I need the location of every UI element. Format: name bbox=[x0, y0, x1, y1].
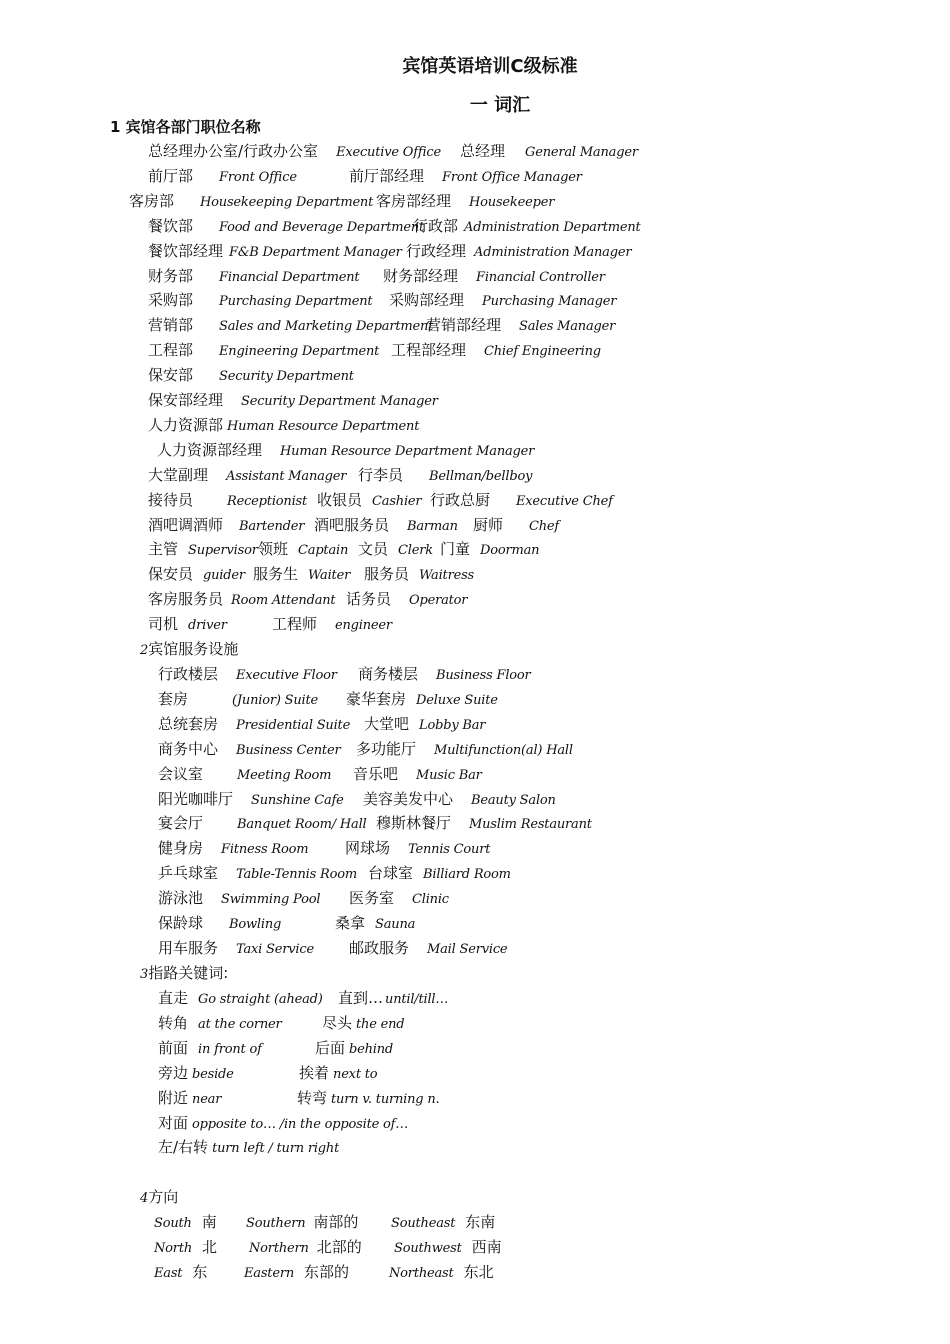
chinese-term: 接待员 bbox=[148, 490, 194, 509]
facility-term bbox=[335, 912, 415, 936]
position-term bbox=[148, 414, 419, 438]
chinese-term: 收银员 bbox=[317, 490, 363, 509]
direction-term bbox=[394, 1236, 502, 1260]
position-term bbox=[253, 563, 350, 587]
chinese-term: 财务部经理 bbox=[383, 266, 459, 285]
english-term: Tennis Court bbox=[408, 842, 491, 858]
facility-term bbox=[345, 837, 490, 861]
chinese-term: 财务部 bbox=[148, 266, 194, 285]
english-term: Purchasing Department bbox=[219, 294, 373, 310]
english-term: Captain bbox=[298, 543, 349, 559]
chinese-term: 北部的 bbox=[316, 1237, 362, 1256]
direction-keyword-term bbox=[158, 987, 323, 1011]
chinese-term: 行政楼层 bbox=[158, 665, 219, 683]
position-term bbox=[148, 514, 304, 538]
direction-keyword-term bbox=[158, 1037, 262, 1061]
chinese-term: 大堂副理 bbox=[148, 465, 209, 484]
english-term: Room Attendant bbox=[231, 593, 336, 609]
chinese-term: 对面 bbox=[158, 1113, 189, 1132]
facility-term bbox=[364, 713, 485, 737]
chinese-term: 人力资源部经理 bbox=[157, 440, 263, 459]
english-term: Swimming Pool bbox=[221, 892, 321, 908]
chinese-term: 用车服务 bbox=[158, 938, 219, 957]
english-term: Northeast bbox=[389, 1265, 454, 1281]
chinese-term: 会议室 bbox=[158, 764, 204, 783]
facility-term bbox=[158, 837, 308, 861]
chinese-term: 采购部经理 bbox=[389, 291, 465, 310]
direction-keyword-term bbox=[338, 987, 448, 1011]
english-term: Fitness Room bbox=[221, 842, 309, 858]
position-term bbox=[473, 514, 559, 538]
chinese-term: 客房服务员 bbox=[148, 590, 224, 609]
facility-term bbox=[368, 862, 511, 886]
english-term: the end bbox=[356, 1016, 405, 1032]
english-term: engineer bbox=[335, 618, 392, 634]
chinese-term: 总统套房 bbox=[158, 714, 219, 733]
chinese-term: 多功能厅 bbox=[356, 739, 417, 758]
position-term bbox=[148, 563, 245, 587]
english-term: Muslim Restaurant bbox=[469, 817, 592, 833]
position-term bbox=[148, 265, 359, 289]
chinese-term: 豪华套房 bbox=[346, 689, 407, 708]
english-term: Operator bbox=[409, 593, 468, 609]
english-term: Front Office bbox=[219, 169, 297, 185]
chinese-term: 大堂吧 bbox=[364, 714, 410, 733]
english-term: Engineering Department bbox=[219, 344, 380, 360]
chinese-term: 文员 bbox=[358, 540, 389, 559]
facility-term bbox=[158, 788, 344, 812]
position-term bbox=[391, 339, 601, 363]
chinese-term: 穆斯林餐厅 bbox=[376, 814, 452, 833]
chinese-term: 美容美发中心 bbox=[363, 789, 454, 808]
english-term: Executive Office bbox=[336, 145, 441, 160]
direction-keyword-term bbox=[158, 1012, 282, 1036]
english-term: Executive Floor bbox=[236, 668, 337, 683]
chinese-term: 台球室 bbox=[368, 864, 414, 883]
position-term bbox=[148, 140, 441, 164]
chinese-term: 司机 bbox=[148, 615, 179, 634]
english-term: Northern bbox=[249, 1240, 309, 1256]
english-term: Waitress bbox=[419, 568, 475, 584]
english-term: Beauty Salon bbox=[471, 792, 556, 808]
chinese-term: 餐饮部 bbox=[148, 216, 194, 235]
english-term: Supervisor bbox=[188, 543, 258, 559]
position-term bbox=[426, 314, 615, 338]
chinese-term: 行政经理 bbox=[406, 241, 467, 260]
chinese-term: 健身房 bbox=[158, 839, 204, 858]
english-term: Sales Manager bbox=[519, 319, 616, 335]
direction-term bbox=[389, 1261, 494, 1285]
chinese-term: 北 bbox=[202, 1237, 218, 1256]
english-term: opposite to… /in the opposite of… bbox=[192, 1116, 409, 1132]
english-term: Go straight (ahead) bbox=[198, 992, 323, 1007]
direction-keyword-term bbox=[158, 1136, 339, 1160]
position-term bbox=[406, 240, 631, 264]
facility-term bbox=[353, 763, 482, 787]
chinese-term: 保安部经理 bbox=[148, 391, 224, 409]
english-term: Southeast bbox=[391, 1216, 456, 1231]
english-term: behind bbox=[349, 1041, 394, 1057]
position-term bbox=[258, 538, 348, 562]
english-term: next to bbox=[333, 1066, 378, 1082]
position-term bbox=[460, 140, 638, 164]
chinese-term: 阳光咖啡厅 bbox=[158, 789, 234, 808]
english-term: Sunshine Cafe bbox=[251, 792, 344, 808]
chinese-term: 宴会厅 bbox=[158, 814, 204, 833]
chinese-term: 行李员 bbox=[358, 465, 404, 484]
english-term: Waiter bbox=[308, 568, 351, 584]
chinese-term: 东北 bbox=[463, 1262, 494, 1281]
chinese-term: 客房部经理 bbox=[376, 191, 452, 210]
english-term: Chief Engineering bbox=[484, 344, 601, 360]
position-term bbox=[376, 190, 554, 214]
english-term: Presidential Suite bbox=[236, 717, 351, 733]
direction-term bbox=[154, 1261, 207, 1285]
english-term: North bbox=[154, 1240, 193, 1256]
position-term bbox=[413, 215, 641, 239]
english-term: Human Resource Department bbox=[227, 418, 420, 434]
position-term bbox=[148, 339, 379, 363]
english-term: Purchasing Manager bbox=[482, 294, 617, 310]
english-term: Business Floor bbox=[436, 668, 531, 683]
chinese-term: 直到… bbox=[338, 989, 384, 1007]
chinese-term: 南 bbox=[201, 1213, 217, 1231]
direction-term bbox=[154, 1211, 217, 1235]
english-term: Human Resource Department Manager bbox=[280, 443, 535, 459]
chinese-term: 话务员 bbox=[346, 590, 392, 609]
direction-keyword-term bbox=[299, 1062, 377, 1086]
position-term bbox=[358, 464, 532, 488]
chinese-term: 餐饮部经理 bbox=[148, 241, 224, 260]
chinese-term: 商务中心 bbox=[158, 739, 219, 758]
direction-keyword-term bbox=[315, 1037, 393, 1061]
facility-term bbox=[349, 887, 449, 911]
position-term bbox=[148, 364, 354, 388]
chinese-term: 营销部经理 bbox=[426, 316, 502, 335]
facility-term bbox=[158, 887, 320, 911]
facility-term bbox=[358, 663, 531, 687]
chinese-term: 东 bbox=[192, 1262, 208, 1281]
facility-term bbox=[158, 862, 357, 886]
chinese-term: 行政部 bbox=[413, 216, 459, 235]
english-term: Barman bbox=[407, 518, 458, 534]
position-term bbox=[148, 389, 438, 413]
english-term: Cashier bbox=[372, 493, 422, 509]
chinese-term: 厨师 bbox=[473, 515, 504, 534]
english-term: Assistant Manager bbox=[226, 468, 347, 484]
english-term: Front Office Manager bbox=[442, 169, 582, 185]
chinese-term: 客房部 bbox=[129, 191, 175, 210]
chinese-term: 门童 bbox=[440, 540, 471, 559]
english-term: in front of bbox=[198, 1041, 262, 1057]
chinese-term: 游泳池 bbox=[158, 889, 204, 908]
chinese-term: 服务员 bbox=[364, 565, 410, 584]
chinese-term: 前厅部经理 bbox=[349, 166, 425, 185]
english-term: Financial Department bbox=[219, 269, 360, 285]
english-term: Chef bbox=[529, 518, 560, 534]
chinese-term: 工程师 bbox=[272, 615, 318, 634]
facility-term bbox=[158, 738, 340, 762]
chinese-term: 转角 bbox=[158, 1013, 189, 1032]
chinese-term: 保龄球 bbox=[158, 914, 204, 932]
english-term: Southwest bbox=[394, 1240, 462, 1256]
direction-keyword-term bbox=[158, 1062, 234, 1086]
chinese-term: 东部的 bbox=[304, 1262, 350, 1281]
chinese-term: 采购部 bbox=[148, 291, 194, 310]
facility-term bbox=[349, 937, 507, 961]
english-term: beside bbox=[192, 1066, 234, 1082]
facility-term bbox=[363, 788, 556, 812]
position-term bbox=[148, 314, 433, 338]
chinese-term: 桑拿 bbox=[335, 914, 366, 932]
position-term bbox=[349, 165, 582, 189]
english-term: Eastern bbox=[244, 1265, 295, 1281]
chinese-term: 尽头 bbox=[322, 1013, 353, 1032]
chinese-term: 网球场 bbox=[345, 839, 391, 858]
english-term: Financial Controller bbox=[476, 269, 605, 285]
english-term: Taxi Service bbox=[236, 941, 314, 957]
chinese-term: 前厅部 bbox=[148, 166, 194, 185]
chinese-term: 附近 bbox=[158, 1088, 189, 1107]
direction-term bbox=[249, 1236, 362, 1260]
position-term bbox=[148, 588, 335, 612]
english-term: Clerk bbox=[398, 543, 433, 559]
english-term: Table-Tennis Room bbox=[236, 867, 357, 883]
english-term: Bowling bbox=[229, 917, 282, 932]
english-term: Bartender bbox=[239, 518, 305, 534]
section-title: 一 词汇 bbox=[469, 95, 531, 116]
english-term: Sauna bbox=[375, 917, 416, 932]
chinese-term: 医务室 bbox=[349, 889, 395, 908]
chinese-term: 服务生 bbox=[253, 565, 299, 584]
position-term bbox=[272, 613, 392, 637]
position-term bbox=[148, 613, 227, 637]
english-term: East bbox=[154, 1265, 183, 1281]
chinese-term: 工程部 bbox=[148, 341, 194, 360]
english-term: turn v. turning n. bbox=[331, 1091, 440, 1107]
english-term: South bbox=[154, 1216, 192, 1231]
chinese-term: 转弯 bbox=[297, 1088, 328, 1107]
english-term: Housekeeper bbox=[469, 194, 555, 210]
english-term: Bellman/bellboy bbox=[429, 468, 533, 484]
english-term: Doorman bbox=[480, 543, 540, 559]
english-term: Food and Beverage Department bbox=[219, 219, 425, 235]
position-term bbox=[430, 489, 613, 513]
position-term bbox=[358, 538, 433, 562]
english-term: Southern bbox=[246, 1216, 306, 1231]
chinese-term: 南部的 bbox=[313, 1213, 359, 1231]
position-term bbox=[364, 563, 474, 587]
english-term: Executive Chef bbox=[516, 493, 613, 509]
chinese-term: 前面 bbox=[158, 1038, 189, 1057]
chinese-term: 酒吧服务员 bbox=[314, 515, 390, 534]
english-term: Banquet Room/ Hall bbox=[237, 817, 367, 833]
position-term bbox=[317, 489, 421, 513]
chinese-term: 行政总厨 bbox=[430, 490, 491, 509]
chinese-term: 主管 bbox=[148, 540, 179, 559]
position-term bbox=[148, 289, 372, 313]
section-2-heading: 2宾馆服务设施 bbox=[140, 640, 239, 658]
english-term: guider bbox=[203, 568, 245, 584]
facility-term bbox=[376, 812, 592, 836]
chinese-term: 直走 bbox=[158, 989, 189, 1007]
direction-term bbox=[246, 1211, 358, 1235]
position-term bbox=[148, 489, 307, 513]
facility-term bbox=[346, 688, 498, 712]
english-term: until/till… bbox=[385, 992, 449, 1007]
position-term bbox=[346, 588, 467, 612]
chinese-term: 西南 bbox=[471, 1237, 502, 1256]
english-term: Receptionist bbox=[227, 493, 308, 509]
chinese-term: 酒吧调酒师 bbox=[148, 515, 224, 534]
chinese-term: 总经理办公室/行政办公室 bbox=[148, 142, 319, 160]
facility-term bbox=[158, 937, 314, 961]
english-term: Administration Manager bbox=[474, 244, 632, 260]
english-term: (Junior) Suite bbox=[232, 692, 319, 708]
chinese-term: 后面 bbox=[315, 1038, 346, 1057]
position-term bbox=[157, 439, 534, 463]
chinese-term: 工程部经理 bbox=[391, 341, 467, 360]
chinese-term: 乒乓球室 bbox=[158, 864, 219, 883]
direction-keyword-term bbox=[297, 1087, 439, 1111]
chinese-term: 领班 bbox=[258, 540, 289, 559]
english-term: Sales and Marketing Department bbox=[219, 319, 434, 335]
english-term: at the corner bbox=[198, 1016, 282, 1032]
page-title: 宾馆英语培训C级标准 bbox=[402, 56, 578, 77]
english-term: Billiard Room bbox=[423, 867, 511, 883]
direction-term bbox=[244, 1261, 349, 1285]
facility-term bbox=[158, 713, 350, 737]
direction-term bbox=[154, 1236, 217, 1260]
chinese-term: 挨着 bbox=[299, 1063, 330, 1082]
english-term: Lobby Bar bbox=[419, 717, 486, 733]
facility-term bbox=[158, 912, 281, 936]
chinese-term: 套房 bbox=[158, 689, 189, 708]
english-term: F&B Department Manager bbox=[229, 244, 402, 260]
english-term: turn left / turn right bbox=[212, 1141, 340, 1157]
section-3-heading: 3指路关键词: bbox=[140, 964, 229, 982]
english-term: Music Bar bbox=[416, 767, 482, 783]
facility-term bbox=[158, 763, 331, 787]
english-term: Administration Department bbox=[464, 219, 641, 235]
position-term bbox=[383, 265, 605, 289]
english-term: Business Center bbox=[236, 742, 341, 758]
chinese-term: 总经理 bbox=[460, 142, 506, 160]
position-term bbox=[148, 165, 297, 189]
chinese-term: 营销部 bbox=[148, 316, 194, 335]
english-term: Multifunction(al) Hall bbox=[434, 742, 573, 758]
facility-term bbox=[158, 663, 337, 687]
facility-term bbox=[158, 688, 318, 712]
english-term: Housekeeping Department bbox=[200, 194, 374, 210]
direction-keyword-term bbox=[322, 1012, 404, 1036]
position-term bbox=[314, 514, 458, 538]
chinese-term: 人力资源部 bbox=[148, 415, 224, 434]
direction-keyword-term bbox=[158, 1112, 408, 1136]
english-term: Mail Service bbox=[427, 941, 508, 957]
position-term bbox=[148, 240, 402, 264]
section-4-heading: 4方向 bbox=[140, 1188, 179, 1206]
position-term bbox=[389, 289, 616, 313]
chinese-term: 音乐吧 bbox=[353, 764, 399, 783]
position-term bbox=[440, 538, 539, 562]
chinese-term: 东南 bbox=[465, 1213, 496, 1231]
chinese-term: 保安员 bbox=[148, 565, 194, 584]
english-term: near bbox=[192, 1091, 222, 1107]
direction-term bbox=[391, 1211, 495, 1235]
english-term: Security Department bbox=[219, 369, 354, 385]
direction-keyword-term bbox=[158, 1087, 221, 1111]
facility-term bbox=[158, 812, 367, 836]
chinese-term: 邮政服务 bbox=[349, 938, 410, 957]
english-term: driver bbox=[188, 618, 227, 634]
chinese-term: 商务楼层 bbox=[358, 665, 419, 683]
chinese-term: 左/右转 bbox=[158, 1138, 209, 1157]
position-term bbox=[148, 215, 424, 239]
english-term: General Manager bbox=[525, 145, 638, 160]
english-term: Clinic bbox=[412, 892, 449, 908]
position-term bbox=[148, 464, 346, 488]
facility-term bbox=[356, 738, 573, 762]
english-term: Deluxe Suite bbox=[416, 692, 498, 708]
position-term bbox=[129, 190, 373, 214]
english-term: Security Department Manager bbox=[241, 394, 438, 409]
english-term: Meeting Room bbox=[237, 767, 332, 783]
position-term bbox=[148, 538, 258, 562]
chinese-term: 旁边 bbox=[158, 1063, 189, 1082]
section-1-heading: 1 宾馆各部门职位名称 bbox=[110, 118, 261, 136]
chinese-term: 保安部 bbox=[148, 366, 194, 385]
